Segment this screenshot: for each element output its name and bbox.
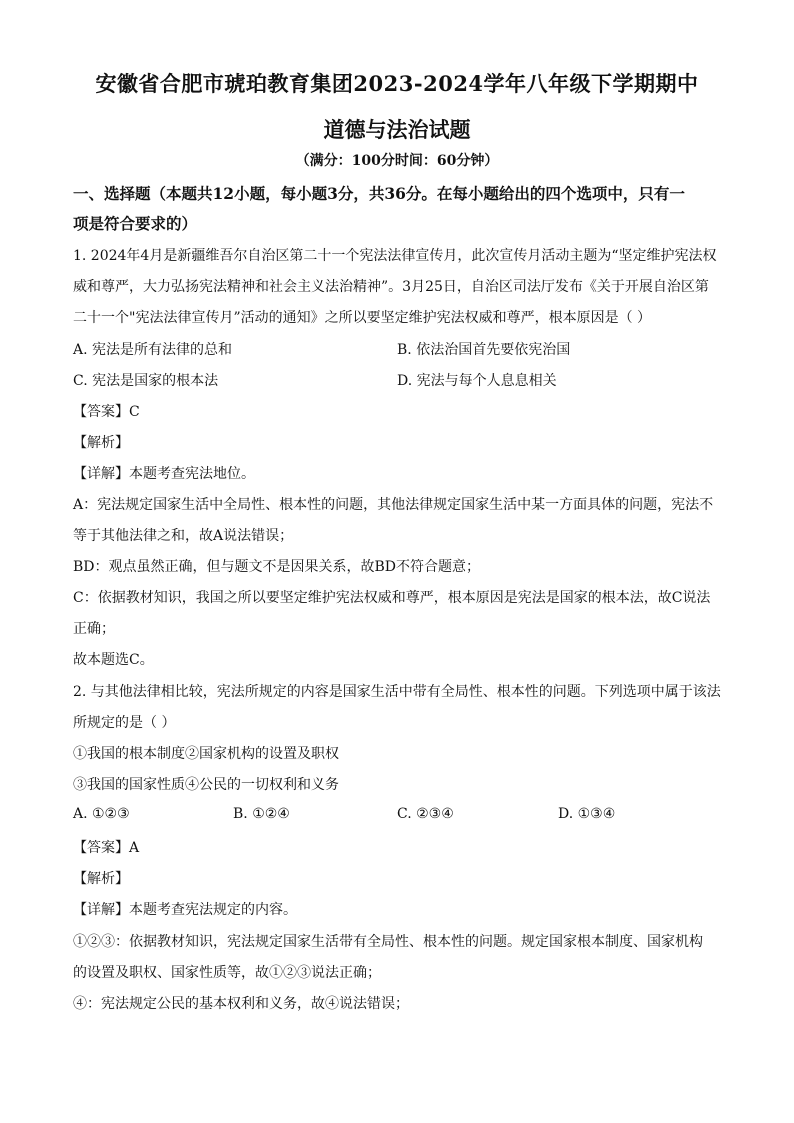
q2-answer: 【答案】A	[73, 840, 140, 856]
q1-explanation-a-line1: A：宪法规定国家生活中全局性、根本性的问题，其他法律规定国家生活中某一方面具体的问题，宪法不	[73, 497, 714, 513]
q2-option-a: A. ①②③	[73, 806, 130, 822]
q1-option-d: D. 宪法与每个人息息相关	[397, 373, 557, 389]
q2-item-line1: ①我国的根本制度②国家机构的设置及职权	[73, 746, 339, 762]
section-heading-line2: 项是符合要求的）	[73, 214, 198, 233]
q2-item-line2: ③我国的国家性质④公民的一切权利和义务	[73, 777, 339, 793]
q2-explanation-line2: 的设置及职权、国家性质等，故①②③说法正确；	[73, 965, 381, 981]
q2-detail: 【详解】本题考查宪法规定的内容。	[73, 902, 297, 918]
q1-stem-line3: 二十一个"宪法法律宣传月”活动的通知》之所以要坚定维护宪法权威和尊严，根本原因是（ ）	[73, 310, 652, 326]
q2-option-c: C. ②③④	[397, 806, 454, 822]
q2-stem-line1: 2. 与其他法律相比较，宪法所规定的内容是国家生活中带有全局性、根本性的问题。下列选项中属于该法	[73, 684, 721, 700]
q1-answer: 【答案】C	[73, 404, 140, 420]
q1-option-c: C. 宪法是国家的根本法	[73, 373, 219, 389]
q1-option-a: A. 宪法是所有法律的总和	[73, 342, 233, 358]
q1-explanation-c-line1: C：依据教材知识，我国之所以要坚定维护宪法权威和尊严，根本原因是宪法是国家的根本法，故C说法	[73, 590, 711, 606]
q2-explanation-line1: ①②③：依据教材知识，宪法规定国家生活带有全局性、根本性的问题。规定国家根本制度、国家机构	[73, 934, 703, 950]
exam-title-line2: 道德与法治试题	[323, 117, 471, 142]
q1-stem-line1: 1. 2024年4月是新疆维吾尔自治区第二十一个宪法法律宣传月，此次宣传月活动主题为“坚定维护宪法权	[73, 248, 717, 264]
exam-subtitle: （满分：100分时间：60分钟）	[295, 153, 499, 169]
q2-analysis: 【解析】	[73, 871, 129, 887]
q1-analysis: 【解析】	[73, 435, 129, 451]
q1-option-b: B. 依法治国首先要依宪治国	[397, 342, 571, 358]
q1-stem-line2: 威和尊严，大力弘扬宪法精神和社会主义法治精神”。3月25日，自治区司法厅发布《关于开展自治区第	[73, 279, 709, 295]
section-heading-line1: 一、选择题（本题共12小题，每小题3分，共36分。在每小题给出的四个选项中，只有一	[73, 184, 685, 203]
q2-option-d: D. ①③④	[558, 806, 616, 822]
q2-option-b: B. ①②④	[233, 806, 290, 822]
q2-explanation-line3: ④：宪法规定公民的基本权利和义务，故④说法错误；	[73, 996, 409, 1012]
exam-title-line1: 安徽省合肥市琥珀教育集团2023-2024学年八年级下学期期中	[95, 71, 699, 96]
q2-stem-line2: 所规定的是（ ）	[73, 715, 176, 731]
q1-explanation-bd: BD：观点虽然正确，但与题文不是因果关系，故BD不符合题意；	[73, 559, 481, 575]
q1-conclusion: 故本题选C。	[73, 652, 154, 668]
q1-detail: 【详解】本题考查宪法地位。	[73, 466, 255, 482]
q1-explanation-a-line2: 等于其他法律之和，故A说法错误；	[73, 528, 294, 544]
q1-explanation-c-line2: 正确；	[73, 621, 115, 637]
